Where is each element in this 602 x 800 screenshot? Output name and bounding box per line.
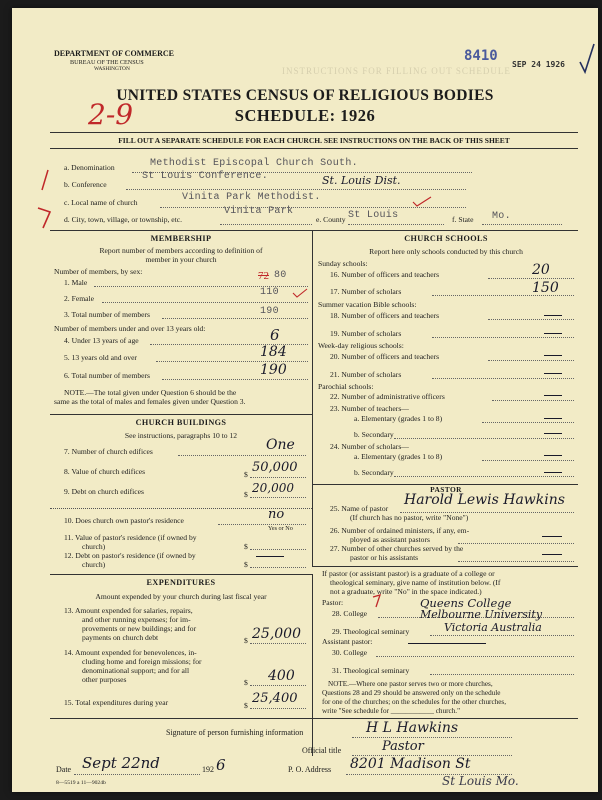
q11-label-2: church) [82,542,106,551]
q1-label: 1. Male [64,278,88,287]
q19-leader [432,337,574,338]
q25-hint: (If church has no pastor, write "None") [350,513,469,522]
q11-leader [250,549,306,550]
bleed-through-text: INSTRUCTIONS FOR FILLING OUT SCHEDULE [282,66,511,76]
q2-leader [102,302,308,303]
parochial-schools-label: Parochial schools: [318,382,374,391]
q22-label: 22. Number of administrative officers [330,392,445,401]
q5-label: 5. 13 years old and over [64,353,137,362]
footer-rule [50,718,578,719]
q18-dash [544,315,562,316]
print-code: 8—5519 a 11—9024b [56,780,106,786]
q2-label: 2. Female [64,294,94,303]
pastor-note-4: write "See schedule for ____________ church." [322,707,461,715]
graduate-intro-2: theological seminary, give name of institution below. (If [330,578,501,587]
q9-label: 9. Debt on church edifices [64,487,144,496]
assistant-pastor-label: Assistant pastor: [322,637,373,646]
q30-label: 30. College [332,648,368,657]
denomination-label: a. Denomination [64,163,115,172]
membership-intro-2: member in your church [145,255,217,264]
state-field [482,224,562,225]
pastor-sub-label: Pastor: [322,598,344,607]
q30-leader [376,656,574,657]
official-title-value: Pastor [382,739,424,754]
q13-leader [250,643,306,644]
q10-hint: Yes or No [268,525,293,532]
state-value: Mo. [492,211,511,222]
signature-value: H L Hawkins [366,720,459,736]
q18-label: 18. Number of officers and teachers [330,311,440,320]
q22-leader [492,400,574,401]
q23b-label: b. Secondary [354,430,394,439]
county-field [348,224,444,225]
q24-label: 24. Number of scholars— [330,442,409,451]
q10-value: no [268,507,285,522]
q15-value: 25,400 [252,691,298,706]
members-by-age-label: Number of members under and over 13 years old: [54,324,206,333]
buildings-rule [50,414,312,415]
q23-label: 23. Number of teachers— [330,404,409,413]
q12-label-1: 12. Debt on pastor's residence (if owned by [64,551,196,560]
graduate-intro-1: If pastor (or assistant pastor) is a graduate of a college or [322,569,495,578]
signature-line [352,737,512,738]
q11-label-1: 11. Value of pastor's residence (if owned by [64,533,197,542]
q20-dash [544,355,562,356]
q19-label: 19. Number of scholars [330,329,402,338]
q15-dollar: $ [244,701,248,710]
county-label: e. County [316,215,346,224]
q23b-dash [544,433,562,434]
q29-label: 29. Theological seminary [332,627,410,636]
assistant-pastor-dash [408,643,486,644]
q24b-label: b. Secondary [354,468,394,477]
q21-label: 21. Number of scholars [330,370,402,379]
red-margin-marks [34,168,56,232]
column-divider [312,230,313,566]
q6-leader [162,379,308,380]
official-title-label: Official title [302,746,342,755]
q14-leader [250,685,306,686]
date-year-hand: 6 [216,756,226,774]
date-year-printed: 192 [202,765,214,774]
membership-title: MEMBERSHIP [150,234,212,243]
buildings-title: CHURCH BUILDINGS [135,418,227,427]
city-field [220,224,312,225]
q24a-label: a. Elementary (grades 1 to 8) [354,452,443,461]
q23a-leader [482,422,574,423]
q10-label: 10. Does church own pastor's residence [64,516,184,525]
q14-label-4: other purposes [82,675,127,684]
district-note: St. Louis Dist. [322,174,401,187]
q5-value: 184 [260,344,287,360]
q9-dollar: $ [244,490,248,499]
schools-title: CHURCH SCHOOLS [404,234,488,243]
pastor-note-1: NOTE.—Where one pastor serves two or more churches, [328,680,493,688]
q12-dash [256,556,284,557]
section-rule [50,230,578,231]
q26-dash [542,536,562,537]
q9-leader [250,497,306,498]
conference-label: b. Conference [64,180,107,189]
q29-value: Melbourne University [420,608,543,621]
date-label: Date [56,765,72,774]
q19-dash [544,333,562,334]
expenditures-sub: Amount expended by your church during last fiscal year [95,592,267,601]
po-address-label: P. O. Address [288,765,332,774]
q24b-leader [394,476,574,477]
q29-leader [430,635,574,636]
q27-dash [542,554,562,555]
q27-label-2: pastor or his assistants [350,553,419,562]
q21-dash [544,373,562,374]
census-schedule-sheet [12,8,598,792]
q1-struck-value: 72 [258,270,269,282]
department-label: DEPARTMENT OF COMMERCE [54,49,175,58]
pastor-note-2: Questions 28 and 29 should be answered only on the schedule [322,689,501,697]
q8-label: 8. Value of church edifices [64,467,146,476]
q16-leader [488,278,574,279]
q14-label-3: denominational support; and for all [82,666,190,675]
q23a-dash [544,418,562,419]
q17-label: 17. Number of scholars [330,287,402,296]
schedule-title: SCHEDULE: 1926 [234,106,376,125]
conference-value: St Louis Conference. [142,171,269,182]
q24a-dash [544,455,562,456]
q26-label-2: ployed as assistant pastors [350,535,430,544]
q7-value: One [266,437,295,453]
sunday-schools-label: Sunday schools: [318,259,368,268]
checkmark-icon [578,42,596,76]
city-label-line: d. City, town, village, or township, etc. [64,215,183,224]
members-by-sex-label: Number of members, by sex: [54,267,143,276]
date-line [74,774,200,775]
q24b-dash [544,472,562,473]
q15-label: 15. Total expenditures during year [64,698,169,707]
q6-value: 190 [260,362,287,378]
church-name-value: Vinita Park Methodist. [182,192,321,203]
form-title: UNITED STATES CENSUS OF RELIGIOUS BODIES [116,87,494,104]
conference-field [126,189,466,190]
expenditures-rule [50,574,312,575]
serial-number-stamp: 8410 [464,48,498,64]
q1-value: 80 [274,270,287,281]
red-check-icon [292,288,308,298]
pastor-grad-rule [312,566,578,567]
po-address-value: 8201 Madison St [350,756,471,772]
q13-label-2: and other running expenses; for im- [82,615,191,624]
q3-leader [162,318,308,319]
q22-dash [544,395,562,396]
q29-value-2: Victoria Australia [444,621,542,634]
signature-label: Signature of person furnishing information [166,728,304,737]
q16-value: 20 [532,262,550,278]
q13-label-1: 13. Amount expended for salaries, repairs, [64,606,193,615]
q13-label-4: payments on church debt [82,633,159,642]
q8-dollar: $ [244,470,248,479]
q4-label: 4. Under 13 years of age [64,336,139,345]
summer-schools-label: Summer vacation Bible schools: [318,300,417,309]
q16-label: 16. Number of officers and teachers [330,270,440,279]
q31-label: 31. Theological seminary [332,666,410,675]
q25-label: 25. Name of pastor [330,504,389,513]
q14-label-2: cluding home and foreign missions; for [82,657,202,666]
denomination-value: Methodist Episcopal Church South. [150,158,358,169]
q12-dollar: $ [244,560,248,569]
q23b-leader [394,438,574,439]
column-divider-lower [312,574,313,756]
membership-note-1: NOTE.—The total given under Question 6 should be the [64,388,237,397]
q3-value: 190 [260,306,279,317]
q9-value: 20,000 [252,481,294,495]
expenditures-title: EXPENDITURES [146,578,216,587]
graduate-intro-3: not a graduate, write "No" in the space indicated.) [330,587,482,596]
q2-value: 110 [260,287,279,298]
received-date-stamp: SEP 24 1926 [512,60,565,69]
q26-leader [458,543,574,544]
q18-leader [488,319,574,320]
q28-label: 28. College [332,609,368,618]
city-value: Vinita Park [224,206,294,217]
q12-label-2: church) [82,560,106,569]
q13-dollar: $ [244,636,248,645]
header-rule-top [50,132,578,133]
membership-intro-1: Report number of members according to definition of [99,246,263,255]
bureau-label: BUREAU OF THE CENSUS [70,59,144,66]
q28-value: Queens College [420,596,512,610]
church-name-label: c. Local name of church [64,198,138,207]
q11-dollar: $ [244,542,248,551]
q14-dollar: $ [244,678,248,687]
q20-leader [488,360,574,361]
q13-value: 25,000 [252,626,301,642]
q12-leader [250,567,306,568]
q7-leader [178,455,306,456]
q20-label: 20. Number of officers and teachers [330,352,440,361]
date-value: Sept 22nd [82,754,160,772]
q25-value: Harold Lewis Hawkins [404,492,565,508]
q23a-label: a. Elementary (grades 1 to 8) [354,414,443,423]
pastor-note-3: for one of the churches; on the schedules for the other churches, [322,698,507,706]
q8-value: 50,000 [252,460,298,475]
county-value: St Louis [348,210,399,221]
buildings-sub: See instructions, paragraphs 10 to 12 [124,431,238,440]
q27-leader [458,561,574,562]
q3-label: 3. Total number of members [64,310,151,319]
q26-label-1: 26. Number of ordained ministers, if any, em- [330,526,470,535]
red-check-icon [372,594,386,608]
header-rule-bottom [50,148,578,149]
city-label: WASHINGTON [94,66,130,72]
instruction-line: FILL OUT A SEPARATE SCHEDULE FOR EACH CHURCH. SEE INSTRUCTIONS ON THE BACK OF THIS SHEET [118,136,510,145]
q7-label: 7. Number of church edifices [64,447,153,456]
q8-leader [250,477,306,478]
schools-intro: Report here only schools conducted by this church [369,247,523,256]
red-check-icon [412,196,432,208]
pastor-title: PASTOR [430,485,462,494]
weekday-schools-label: Week-day religious schools: [318,341,404,350]
q21-leader [432,378,574,379]
q31-leader [430,674,574,675]
q17-value: 150 [532,280,559,296]
red-margin-note: 2-9 [88,98,134,131]
q27-label-1: 27. Number of other churches served by the [330,544,464,553]
po-address-value-2: St Louis Mo. [442,774,519,788]
membership-note-2: same as the total of males and females given under Question 3. [54,397,246,406]
q13-label-3: provements or new buildings; and for [82,624,197,633]
q14-value: 400 [268,668,295,684]
q6-label: 6. Total number of members [64,371,151,380]
state-label: f. State [452,215,474,224]
q24a-leader [482,460,574,461]
q15-leader [250,708,306,709]
q14-label-1: 14. Amount expended for benevolences, in- [64,648,197,657]
q4-value: 6 [270,326,280,344]
